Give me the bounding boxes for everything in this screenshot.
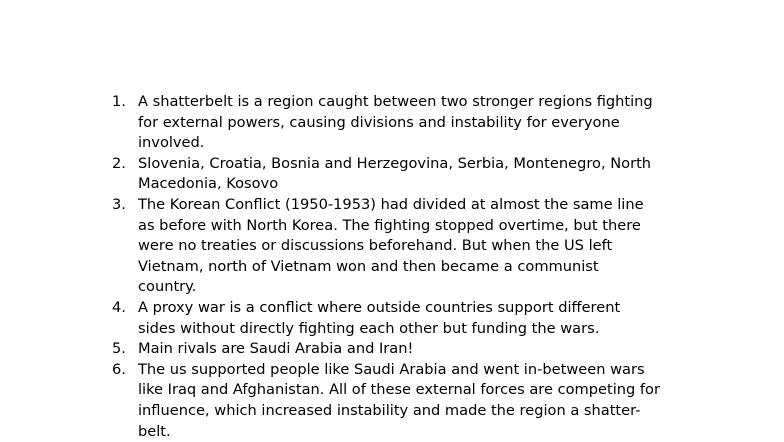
list-item-text: The Korean Conflict (1950-1953) had divided at almost the same line as before with North Korea. The fighting stopped overtime, but there were no treaties or discussions beforehand. But when the US left Vietnam, north of Vietnam won and then became a communist country. [138, 195, 644, 296]
list-item [112, 298, 702, 339]
list-item [112, 339, 702, 360]
list-item-number: 3. [112, 195, 126, 213]
list-item [112, 360, 702, 442]
list-item-text: A proxy war is a conflict where outside countries support different sides without directly fighting each other but funding the wars. [138, 298, 621, 337]
list-item-text: A shatterbelt is a region caught between two stronger regions fighting for external powers, causing divisions and instability for everyone involved. [138, 93, 653, 152]
list-item [112, 195, 702, 298]
list-item-number: 5. [112, 340, 126, 358]
list-item-number: 2. [112, 154, 126, 172]
list-item-text: Main rivals are Saudi Arabia and Iran! [138, 340, 414, 358]
list-item-number: 4. [112, 298, 126, 316]
list-item-text: Slovenia, Croatia, Bosnia and Herzegovina, Serbia, Montenegro, North Macedonia, Kosovo [138, 154, 652, 193]
list-item-text: The us supported people like Saudi Arabia and went in-between wars like Iraq and Afghanistan. All of these external forces are competing for influence, which increased instability and made the region a shatter- belt. [138, 360, 660, 440]
list-item-number: 1. [112, 93, 126, 110]
list-item-number: 6. [112, 360, 126, 378]
numbered-answer-list [112, 92, 702, 442]
list-item [112, 92, 702, 154]
list-item [112, 154, 702, 195]
